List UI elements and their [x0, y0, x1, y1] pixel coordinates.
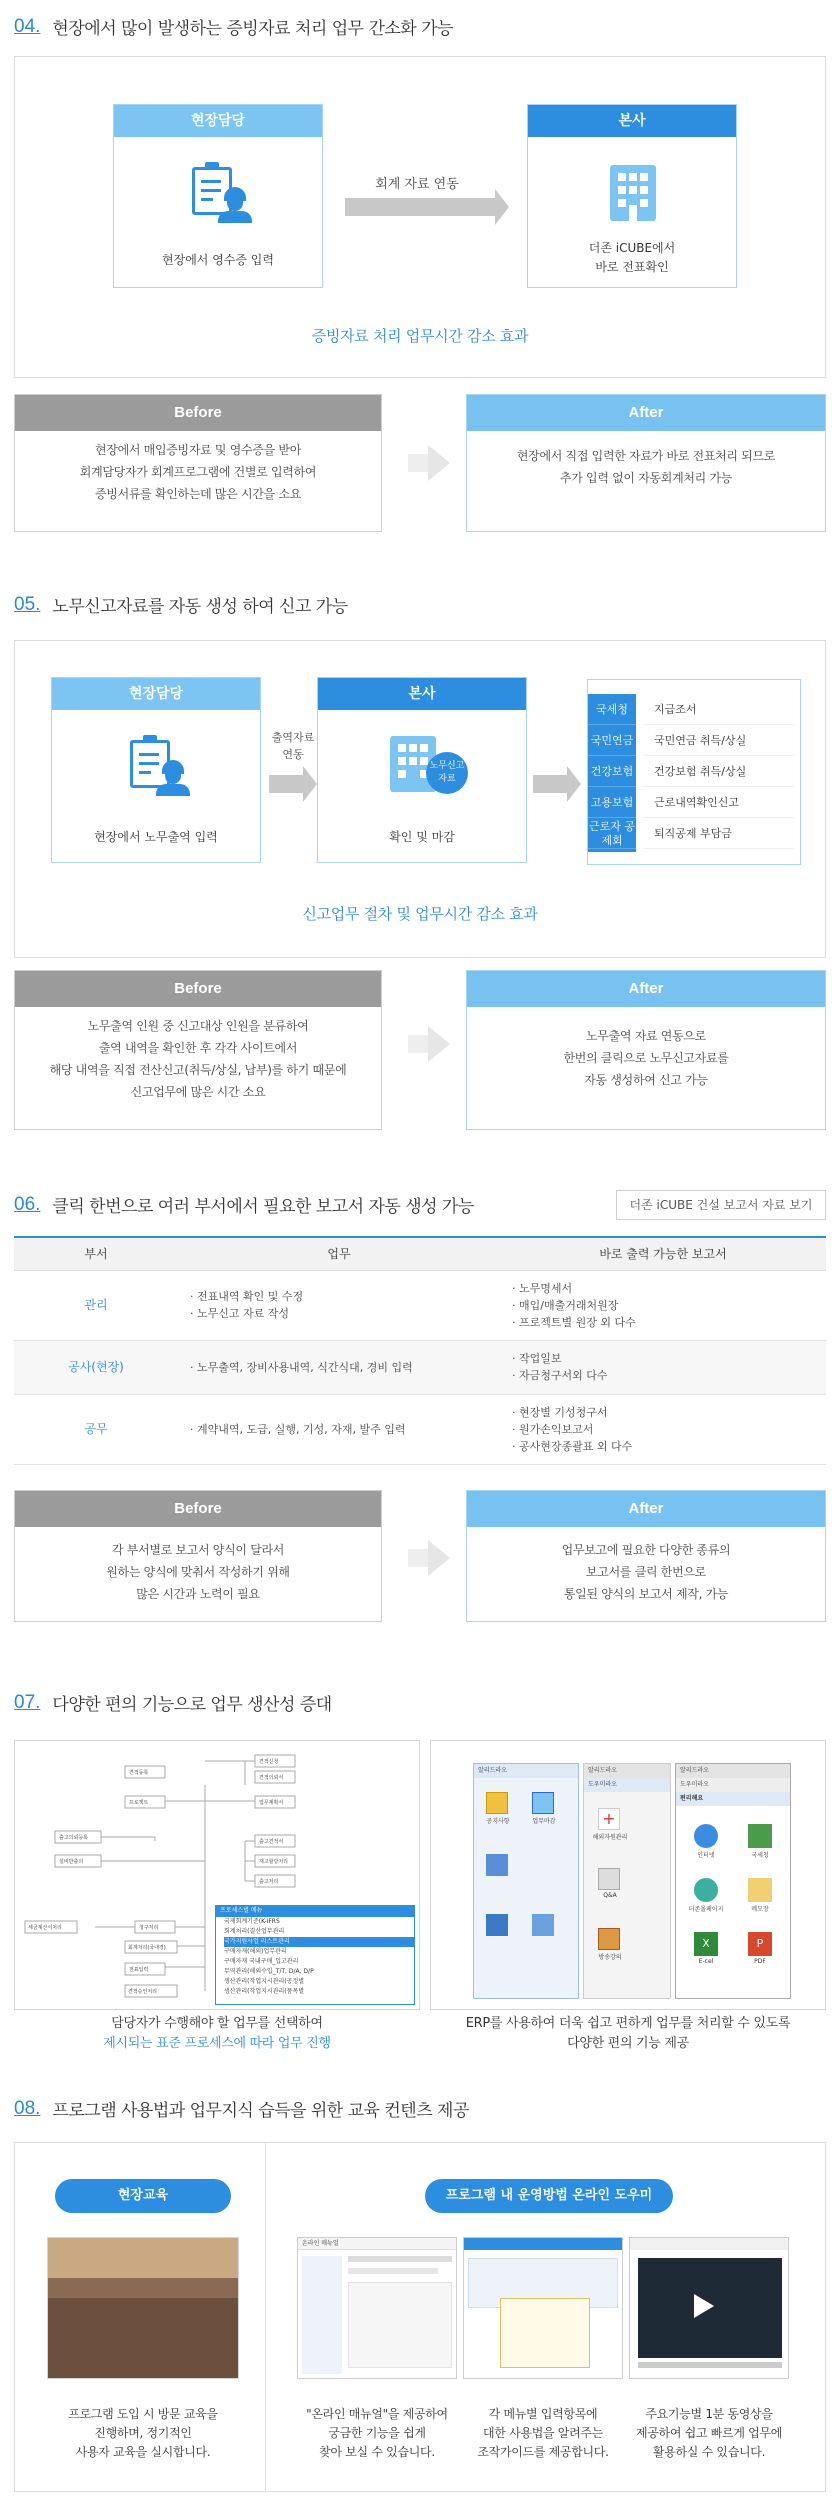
mini-sidebar: [302, 2256, 342, 2374]
onsite-caption: [29, 2405, 257, 2462]
before-line: 현장에서 매입증빙자료 및 영수증을 받아: [94, 443, 302, 457]
card-caption: 확인 및 마감: [389, 830, 455, 844]
before-line: 회계담당자가 회계프로그램에 건별로 입력하여: [79, 465, 317, 479]
report-item: 퇴직공제 부담금: [644, 818, 794, 849]
after-line: 자동 생성하여 신고 가능: [584, 1073, 708, 1087]
onsite-education-badge: 현장교육: [55, 2179, 231, 2213]
after-title: After: [467, 395, 825, 431]
before-title: Before: [15, 971, 381, 1007]
report-item: 건강보험 취득/상실: [644, 756, 794, 787]
section-heading: 클릭 한번으로 여러 부서에서 필요한 보고서 자동 생성 가능: [52, 1197, 474, 1217]
mini-guide-popup: [500, 2298, 590, 2368]
after-body: [467, 1007, 825, 1091]
dept-cell: 공사(현장): [14, 1340, 178, 1394]
report-item: · 원가손익보고서: [512, 1421, 826, 1438]
before-box: [14, 394, 382, 532]
before-box: [14, 970, 382, 1130]
mall-icon[interactable]: [694, 1878, 718, 1902]
section-number: 06.: [14, 1193, 41, 1215]
after-line: 추가 입력 없이 자동회계처리 가능: [559, 471, 733, 485]
flow-node-label: 청구처리: [139, 1925, 159, 1931]
task-item: · 노무신고 자료 작성: [190, 1305, 500, 1322]
caption-line: 사용자 교육을 실시합니다.: [75, 2445, 211, 2459]
report-icon[interactable]: [486, 1854, 508, 1876]
operation-guide-shot: [463, 2237, 623, 2379]
divider: [265, 2143, 266, 2493]
report-item: 지급조서: [644, 694, 794, 725]
before-title: Before: [15, 395, 381, 431]
building-icon: [610, 165, 656, 221]
arrow-label: [265, 729, 321, 763]
arrow-right-icon: [533, 775, 567, 793]
program-icon[interactable]: [486, 1914, 508, 1936]
report-item: · 매입/매출거래처원장: [512, 1297, 826, 1314]
caption-line: 각 메뉴별 입력항목에: [488, 2407, 598, 2421]
mini-header: [630, 2238, 788, 2250]
before-body: [15, 431, 381, 505]
menu-item[interactable]: 국제회계기준(K-IFRS: [224, 1918, 280, 1925]
menu-item[interactable]: 생산관리(작업지시관리(품목별: [224, 1988, 305, 1995]
worker-icon: [156, 760, 190, 794]
table-header: 업무: [178, 1237, 500, 1270]
report-item: · 작업일보: [512, 1350, 826, 1367]
caption-line: ERP를 사용하여 더욱 쉽고 편하게 업무를 처리할 수 있도록: [465, 2016, 791, 2031]
chevron-right-icon: [428, 445, 450, 481]
flow-node-label: 출고의뢰등록: [59, 1835, 88, 1841]
plus-icon[interactable]: +: [598, 1808, 620, 1830]
excel-icon[interactable]: X: [694, 1932, 718, 1956]
section-heading: 현장에서 많이 발생하는 증빙자료 처리 업무 간소화 가능: [52, 19, 453, 39]
section-07-title: [14, 1690, 332, 1715]
effect-text: 신고업무 절차 및 업무시간 감소 효과: [302, 905, 538, 923]
section-number: 07.: [14, 1691, 41, 1713]
panel-2: [583, 1763, 671, 1999]
labor-badge: [426, 752, 468, 794]
before-line: 해당 내역을 직접 전산신고(취득/상실, 납부)를 하기 때문에: [49, 1063, 347, 1077]
video-caption: [621, 2405, 797, 2462]
after-line: 업무보고에 필요한 다양한 종류의: [561, 1543, 731, 1557]
menu-item[interactable]: 구매자재 국내구매_입고관리: [224, 1958, 299, 1965]
agency-item: 건강보험: [588, 756, 636, 787]
report-item: · 공사현장종괄표 외 다수: [512, 1438, 826, 1455]
menu-title: 프로세스별 메뉴: [216, 1906, 414, 1917]
mini-line: [348, 2256, 452, 2262]
flow-node-label: 출고처리: [259, 1879, 279, 1885]
mini-content: [348, 2282, 452, 2368]
app-label: 인터넷: [697, 1852, 715, 1859]
card-caption: 현장에서 노무출역 입력: [94, 830, 218, 844]
chevron-right-icon: [428, 1540, 450, 1576]
before-line: 증빙서류를 확인하는데 많은 시간을 소요: [94, 487, 302, 501]
flow-node-label: 견적신청: [259, 1759, 279, 1765]
photo-wall: [48, 2238, 239, 2278]
caption-line: 제공하여 쉽고 빠르게 업무에: [635, 2426, 783, 2440]
app-label: 국세청: [751, 1852, 769, 1859]
table-row: [14, 1340, 826, 1394]
section-number: 05.: [14, 593, 41, 615]
card-header: 현장담당: [114, 105, 322, 137]
panel-tab[interactable]: 도우미라오: [676, 1778, 790, 1792]
menu-item-selected[interactable]: 국가지원사업 리스트관리: [224, 1937, 414, 1947]
table-header: 부서: [14, 1237, 178, 1270]
caption-line: "온라인 매뉴얼"을 제공하여: [306, 2407, 448, 2421]
caption-line: 담당자가 수행해야 할 업무를 선택하여: [111, 2016, 323, 2031]
task-cell: [178, 1270, 500, 1340]
app-label: 방송강의: [598, 1954, 622, 1961]
after-title: After: [467, 971, 825, 1007]
panel-tab-active[interactable]: 편리해요: [676, 1792, 790, 1806]
before-line: 많은 시간과 노력이 필요: [136, 1587, 260, 1601]
before-line: 각 부서별로 보고서 양식이 달라서: [111, 1543, 285, 1557]
caption-line: 대한 사용법을 알려주는: [483, 2426, 603, 2440]
internet-icon[interactable]: [694, 1824, 718, 1848]
arrow-label: 회계 자료 연동: [375, 177, 459, 192]
app-label: 메모장: [751, 1906, 769, 1913]
section-heading: 프로그램 사용법과 업무지식 습득을 위한 교육 컨텐츠 제공: [52, 2101, 469, 2121]
flow-node-label: 설비반출의: [59, 1859, 84, 1865]
menu-item[interactable]: 회계처리(결산업무관리: [224, 1928, 285, 1935]
report-item: 근로내역확인신고: [644, 787, 794, 818]
app-label: 더존몰페이지: [688, 1906, 724, 1913]
field-card: [51, 677, 261, 863]
agency-list: [588, 694, 636, 852]
task-cell: [178, 1340, 500, 1394]
task-item: · 전표내역 확인 및 수정: [190, 1288, 500, 1305]
process-caption: [14, 2014, 420, 2054]
app-label: 공지사항: [486, 1818, 510, 1825]
section-heading: 노무신고자료를 자동 생성 하여 신고 가능: [52, 597, 348, 617]
after-box: [466, 970, 826, 1130]
caption-line: 조작가이드를 제공합니다.: [477, 2445, 609, 2459]
flow-node-label: 견적의뢰서: [259, 1775, 284, 1781]
section-number: 08.: [14, 2097, 41, 2119]
caption-line: 활용하실 수 있습니다.: [652, 2445, 766, 2459]
report-cell: [500, 1394, 826, 1464]
flow-node-label: 견적등록: [129, 1770, 149, 1776]
after-box: [466, 394, 826, 532]
table-row: [14, 1394, 826, 1464]
table-row: [14, 1270, 826, 1340]
effect-text: 증빙자료 처리 업무시간 감소 효과: [311, 327, 529, 345]
pdf-icon[interactable]: P: [748, 1932, 772, 1956]
before-line: 원하는 양식에 맞춰서 작성하기 위해: [106, 1565, 290, 1579]
task-item: · 노무출역, 장비사용내역, 식간식대, 경비 입력: [190, 1359, 500, 1376]
table-header-row: [14, 1237, 826, 1270]
report-item: · 노무명세서: [512, 1280, 826, 1297]
panel-tab[interactable]: 알리드라오: [474, 1764, 578, 1778]
arrow-label-2: 연동: [282, 748, 304, 761]
caption-line: 진행하며, 정기적인: [94, 2426, 192, 2440]
panel-tab[interactable]: 도우미라오: [584, 1778, 670, 1792]
before-body: [15, 1527, 381, 1605]
app-label: Q&A: [603, 1892, 617, 1899]
worker-icon: [218, 187, 252, 221]
field-card: [113, 104, 323, 288]
section-08-title: [14, 2096, 469, 2121]
after-line: 현장에서 직접 입력한 자료가 바로 전표처리 되므로: [516, 449, 776, 463]
agency-item: 고용보험: [588, 787, 636, 818]
caption-line: 다양한 편의 기능 제공: [567, 2036, 689, 2051]
panel-tab[interactable]: 알리드라오: [584, 1764, 670, 1778]
play-icon[interactable]: [694, 2294, 714, 2318]
hq-card: [317, 677, 527, 863]
before-body: [15, 1007, 381, 1103]
after-title: After: [467, 1491, 825, 1527]
report-item: 국민연금 취득/상실: [644, 725, 794, 756]
caption-line: 주요기능별 1분 동영상을: [645, 2407, 773, 2421]
flow-node-label: 출고견적서: [259, 1839, 284, 1845]
badge-line: 노무신고: [429, 761, 465, 771]
task-cell: [178, 1394, 500, 1464]
caption-line: 궁금한 기능을 쉽게: [328, 2426, 426, 2440]
after-line: 보고서를 클릭 한번으로: [586, 1565, 706, 1579]
process-menu-popup[interactable]: [215, 1905, 415, 2005]
flow-node-label: 전표입력: [129, 1967, 149, 1973]
process-screenshot: [14, 1740, 420, 2010]
report-cell: [500, 1340, 826, 1394]
after-body: [467, 431, 825, 489]
broadcast-icon[interactable]: [598, 1928, 620, 1950]
chevron-right-icon: [428, 1026, 450, 1062]
flow-node-label: 견적승인처리: [128, 1989, 157, 1995]
menu-item[interactable]: 구매자재(해외)업무관리: [224, 1948, 287, 1955]
flow-node-label: 업무계획서: [259, 1800, 284, 1806]
section-number: 04.: [14, 15, 41, 37]
convenience-caption: [430, 2014, 826, 2054]
table-header: 바로 출력 가능한 보고서: [500, 1237, 826, 1270]
online-help-badge: 프로그램 내 운영방법 온라인 도우미: [425, 2179, 673, 2213]
card-header: 본사: [528, 105, 736, 137]
panel-1: [473, 1763, 579, 1999]
report-table: [14, 1236, 826, 1465]
dept-cell: 관리: [14, 1270, 178, 1340]
flow-node-label: 재고할당처리: [259, 1859, 288, 1865]
tax-office-icon[interactable]: [748, 1824, 772, 1848]
panel-tab[interactable]: 알리드라오: [676, 1764, 790, 1778]
flow-node-label: 회계처리(국내경): [128, 1945, 166, 1951]
arrow-label-1: 출역자료: [271, 731, 315, 744]
arrow-right-icon: [269, 775, 303, 793]
guide-caption: [455, 2405, 631, 2462]
photo-audience: [48, 2298, 239, 2379]
education-panel: [14, 2142, 826, 2492]
after-body: [467, 1527, 825, 1605]
app-label: PDF: [754, 1958, 766, 1965]
memo-icon[interactable]: [748, 1878, 772, 1902]
agency-item: 국민연금: [588, 725, 636, 756]
badge-line: 자료: [438, 774, 456, 784]
section-heading: 다양한 편의 기능으로 업무 생산성 증대: [52, 1695, 332, 1715]
before-title: Before: [15, 1491, 381, 1527]
document-icon[interactable]: [532, 1914, 554, 1936]
caption-line: 찾아 보실 수 있습니다.: [319, 2445, 435, 2459]
before-line: 신고업무에 많은 시간 소요: [130, 1085, 266, 1099]
panel-3: [675, 1763, 791, 1999]
card-header: 현장담당: [52, 678, 260, 710]
convenience-screenshot: [430, 1740, 826, 2010]
dept-cell: 공무: [14, 1394, 178, 1464]
flow-panel-05: [14, 640, 826, 958]
agency-item: 근로자 공제회: [588, 820, 635, 847]
after-line: 통일된 양식의 보고서 제작, 가능: [563, 1587, 729, 1601]
card-header: 본사: [318, 678, 526, 710]
report-item: · 프로젝트별 원장 외 다수: [512, 1314, 826, 1331]
task-icon[interactable]: [532, 1792, 554, 1814]
report-item: · 자금청구서외 다수: [512, 1367, 826, 1384]
flow-panel-04: [14, 56, 826, 378]
arrow-right-icon: [345, 198, 495, 216]
caption-line-highlight: 제시되는 표준 프로세스에 따라 업무 진행: [103, 2036, 331, 2051]
agency-item: 국세청: [588, 694, 636, 725]
menu-list: [216, 1917, 414, 1997]
app-label: 업무마감: [532, 1818, 556, 1825]
notice-icon[interactable]: [486, 1792, 508, 1814]
before-line: 출역 내역을 확인한 후 각각 사이트에서: [98, 1041, 298, 1055]
online-manual-shot: [297, 2237, 457, 2379]
video-shot: [629, 2237, 789, 2379]
section-06-title: [14, 1192, 474, 1217]
manual-caption: [287, 2405, 467, 2462]
report-item: · 현장별 기성청구서: [512, 1404, 826, 1421]
mini-header: [464, 2238, 622, 2250]
report-cell: [500, 1270, 826, 1340]
card-caption-1: 더존 iCUBE에서: [588, 241, 676, 255]
progress-bar[interactable]: [638, 2362, 782, 2368]
caption-line: 프로그램 도입 시 방문 교육을: [68, 2407, 218, 2421]
menu-item[interactable]: 무역관리(해외수입_T/T, D/A, D/P: [224, 1968, 314, 1975]
task-item: · 계약내역, 도급, 실행, 기성, 자재, 발주 입력: [190, 1421, 500, 1438]
section-04-title: [14, 14, 453, 39]
mini-line: [348, 2268, 438, 2274]
before-line: 노무출역 인원 중 신고대상 인원을 분류하여: [87, 1019, 309, 1033]
menu-item[interactable]: 생산관리(작업지시관리(공정별: [224, 1978, 305, 1985]
hq-card: [527, 104, 737, 288]
report-view-button[interactable]: 더존 iCUBE 건설 보고서 자료 보기: [616, 1190, 826, 1220]
section-05-title: [14, 592, 348, 617]
app-label: E-cel: [698, 1958, 714, 1965]
after-line: 한번의 클릭으로 노무신고자료를: [563, 1051, 729, 1065]
agency-table: [587, 679, 801, 865]
app-label: 해외자원관리: [592, 1834, 628, 1841]
card-caption-2: 바로 전표확인: [595, 260, 669, 274]
card-caption: 현장에서 영수증 입력: [162, 253, 274, 267]
flow-node-label: 프로젝트: [129, 1800, 149, 1806]
after-box: [466, 1490, 826, 1622]
flow-node-label: 세금계산서처리: [28, 1925, 62, 1931]
after-line: 노무출역 자료 연동으로: [586, 1029, 706, 1043]
education-photo: [47, 2237, 239, 2379]
before-box: [14, 1490, 382, 1622]
report-list: [644, 694, 794, 849]
qa-icon[interactable]: [598, 1868, 620, 1890]
mini-title: 온라인 매뉴얼: [298, 2238, 456, 2250]
